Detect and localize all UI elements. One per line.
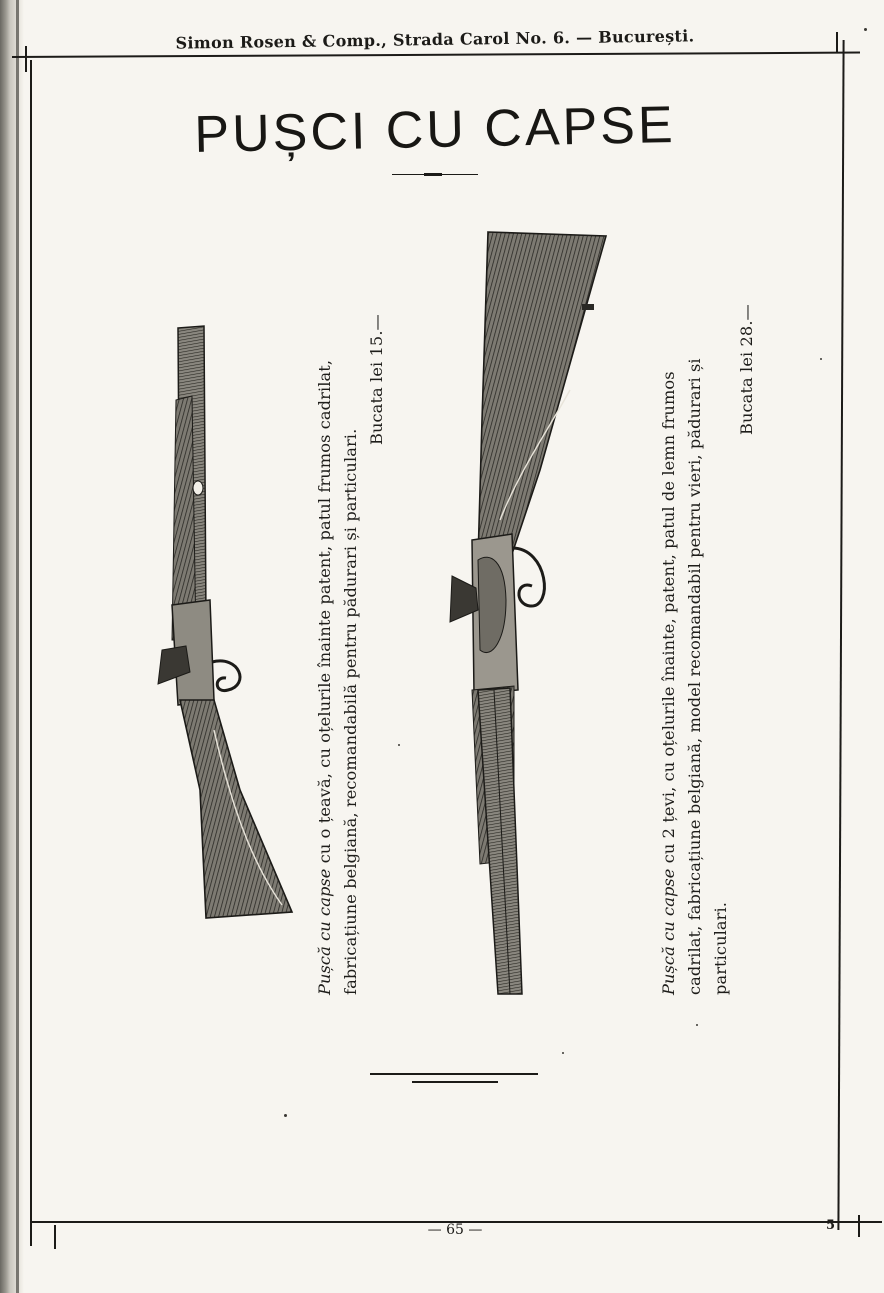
single-barrel-description-line-1 xyxy=(312,225,338,995)
single-barrel-price: Bucata lei 15.— xyxy=(367,314,386,445)
single-barrel-description-text: cu o țeavă, cu oțelurile înainte patent, patul frumos cadrilat, xyxy=(315,359,334,869)
double-barrel-description xyxy=(656,225,760,995)
double-barrel-product-name: Pușcă cu capse xyxy=(659,868,678,995)
page-header: Simon Rosen & Comp., Strada Carol No. 6. — București. xyxy=(175,26,695,53)
single-barrel-product-name: Pușcă cu capse xyxy=(315,868,334,995)
double-barrel-price: Bucata lei 28.— xyxy=(737,304,756,435)
single-barrel-description xyxy=(312,225,390,995)
footer-rule-short xyxy=(412,1081,498,1083)
page-title: PUȘCI CU CAPSE xyxy=(193,95,677,165)
double-barrel-description-text: cu 2 țevi, cu oțelurile înainte, patent, patul de lemn frumos xyxy=(659,371,678,869)
single-barrel-description-line-2: fabricațiune belgiană, recomandabilă pentru pădurari și particulari. xyxy=(341,428,360,995)
page-number: — 65 — xyxy=(427,1222,483,1238)
paper-speck xyxy=(696,1024,698,1026)
footer-rule-long xyxy=(370,1073,538,1075)
sheet-mark: 5 xyxy=(826,1218,836,1233)
paper-speck xyxy=(562,1052,564,1054)
paper-speck xyxy=(820,358,822,360)
paper-speck xyxy=(398,744,400,746)
paper-speck xyxy=(284,1114,287,1117)
paper-speck xyxy=(864,28,867,31)
double-barrel-description-line-3: particulari. xyxy=(711,901,730,995)
double-barrel-description-line-2: cadrilat, fabricațiune belgiană, model recomandabil pentru vieri, pădurari și xyxy=(685,358,704,995)
double-barrel-description-line-1 xyxy=(656,225,682,995)
